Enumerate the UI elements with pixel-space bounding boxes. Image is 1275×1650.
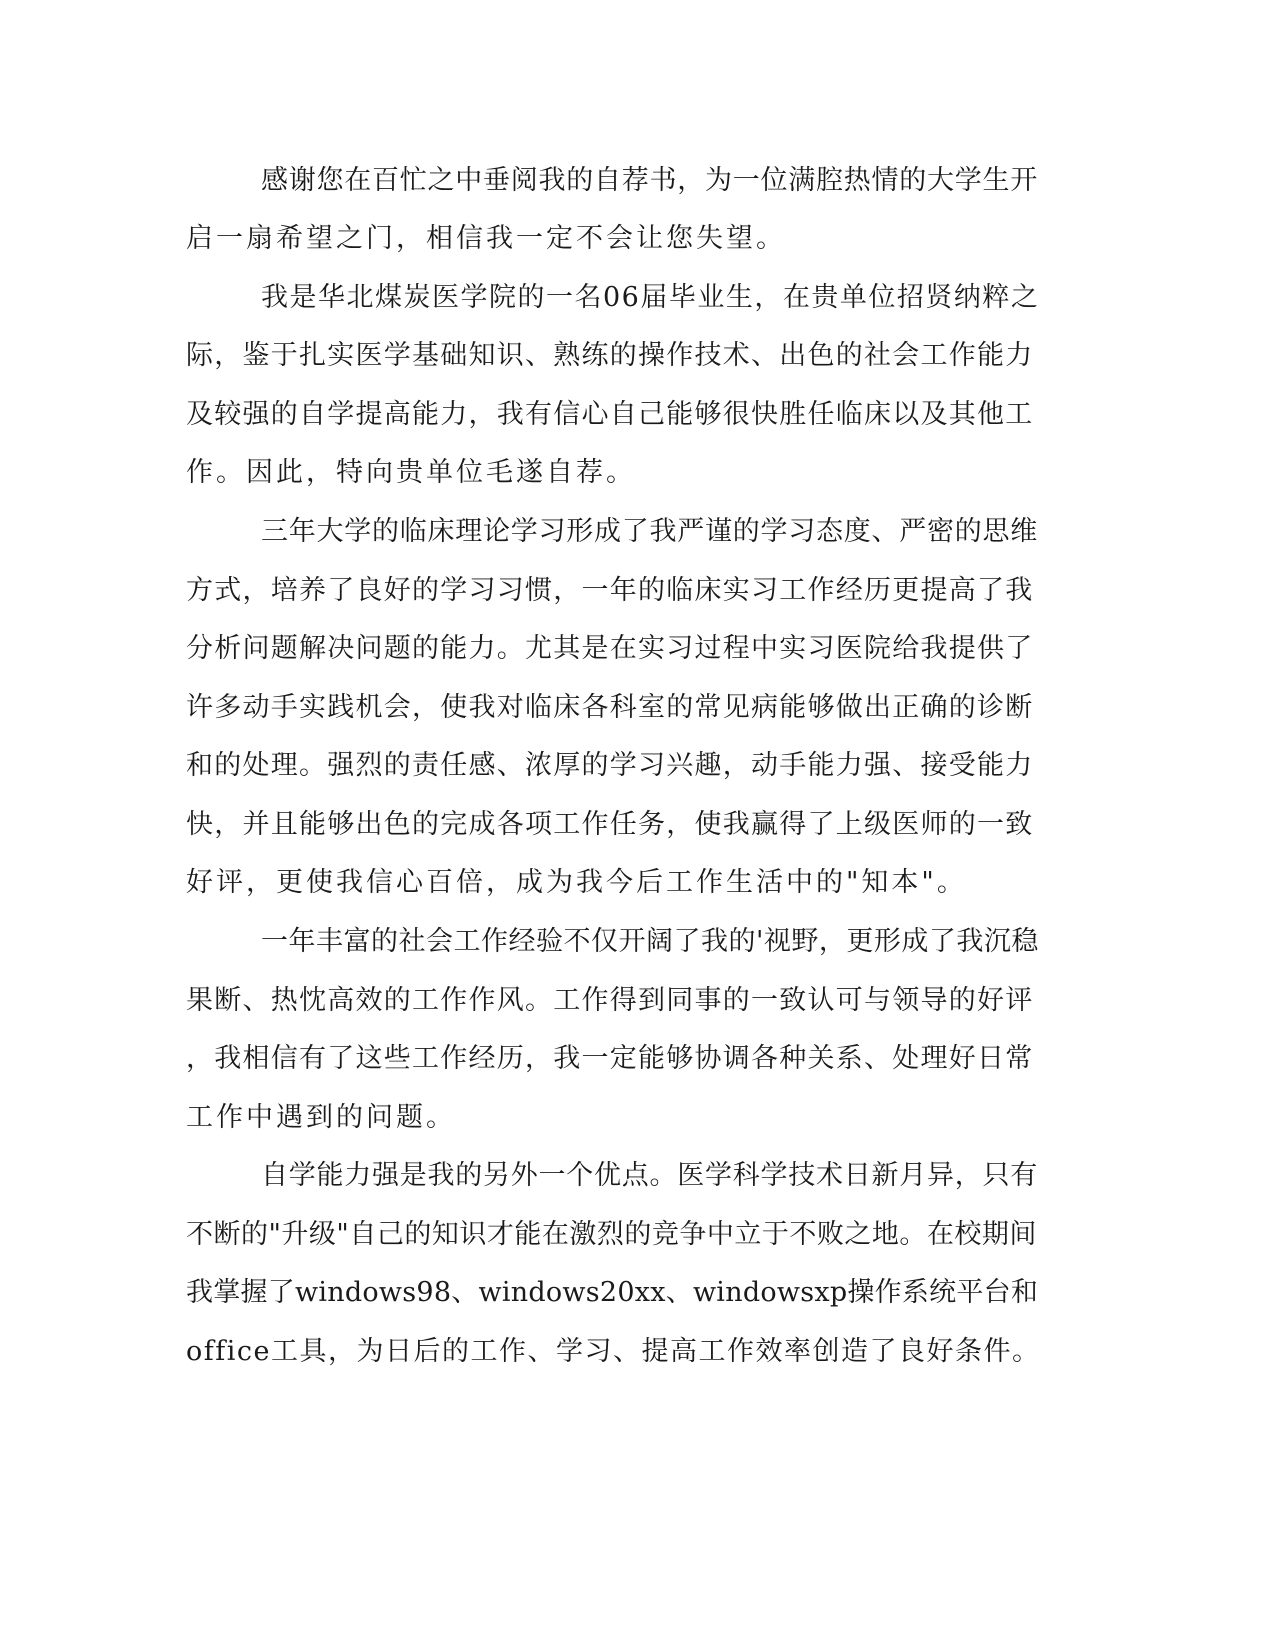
paragraph-3-line-1: 三年大学的临床理论学习形成了我严谨的学习态度、严密的思维 xyxy=(261,516,1038,547)
paragraph-5-line-4: office工具，为日后的工作、学习、提高工作效率创造了良好条件。 xyxy=(186,1336,1041,1367)
paragraph-2-line-4: 作。因此，特向贵单位毛遂自荐。 xyxy=(186,457,636,488)
paragraph-3-line-6: 快，并且能够出色的完成各项工作任务，使我赢得了上级医师的一致 xyxy=(186,809,1034,840)
paragraph-4-line-4: 工作中遇到的问题。 xyxy=(186,1102,456,1133)
paragraph-2-line-3: 及较强的自学提高能力，我有信心自己能够很快胜任临床以及其他工 xyxy=(186,399,1034,430)
paragraph-3-line-5: 和的处理。强烈的责任感、浓厚的学习兴趣，动手能力强、接受能力 xyxy=(186,750,1034,781)
paragraph-3-line-2: 方式，培养了良好的学习习惯，一年的临床实习工作经历更提高了我 xyxy=(186,575,1034,606)
paragraph-1-line-2: 启一扇希望之门，相信我一定不会让您失望。 xyxy=(186,223,786,254)
paragraph-4-line-1: 一年丰富的社会工作经验不仅开阔了我的'视野，更形成了我沉稳 xyxy=(261,926,1039,957)
paragraph-3-line-7: 好评，更使我信心百倍，成为我今后工作生活中的"知本"。 xyxy=(186,867,967,898)
paragraph-1-line-1: 感谢您在百忙之中垂阅我的自荐书，为一位满腔热情的大学生开 xyxy=(261,165,1038,196)
paragraph-3-line-4: 许多动手实践机会，使我对临床各科室的常见病能够做出正确的诊断 xyxy=(186,692,1034,723)
paragraph-2-line-2: 际，鉴于扎实医学基础知识、熟练的操作技术、出色的社会工作能力 xyxy=(186,340,1034,371)
paragraph-4-line-3: ，我相信有了这些工作经历，我一定能够协调各种关系、处理好日常 xyxy=(186,1043,1034,1074)
paragraph-5-line-3: 我掌握了windows98、windows20xx、windowsxp操作系统平台和 xyxy=(186,1277,1039,1308)
paragraph-5-line-2: 不断的"升级"自己的知识才能在激烈的竞争中立于不败之地。在校期间 xyxy=(186,1219,1037,1250)
paragraph-3-line-3: 分析问题解决问题的能力。尤其是在实习过程中实习医院给我提供了 xyxy=(186,633,1034,664)
paragraph-4-line-2: 果断、热忱高效的工作作风。工作得到同事的一致认可与领导的好评 xyxy=(186,985,1034,1016)
paragraph-5-line-1: 自学能力强是我的另外一个优点。医学科学技术日新月异，只有 xyxy=(261,1160,1038,1191)
paragraph-2-line-1: 我是华北煤炭医学院的一名06届毕业生，在贵单位招贤纳粹之 xyxy=(261,282,1040,313)
